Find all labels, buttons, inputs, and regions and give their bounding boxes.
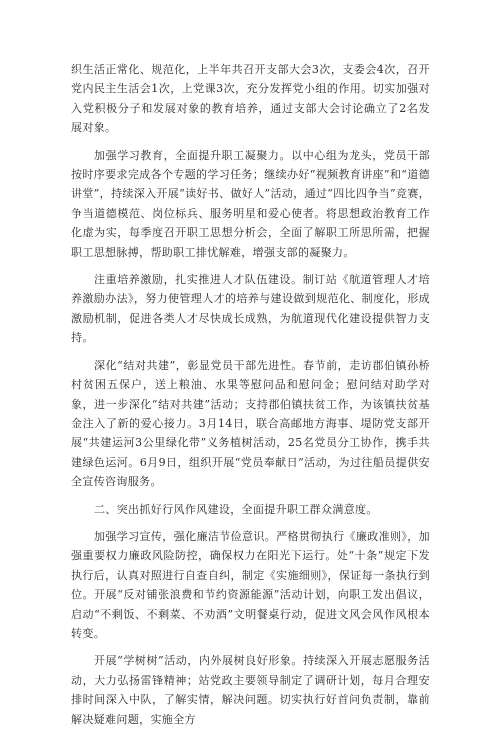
paragraph-1: 织生活正常化、规范化，上半年共召开支部大会3次，支委会4次，召开党内民主生活会1次，上党课3次，充分发挥党小组的作用。切实加强对入党积极分子和发展对象的教育培养，通过支部大会讨论确立了2名发展对象。 <box>71 63 430 135</box>
paragraph-2: 加强学习教育，全面提升职工凝聚力。以中心组为龙头，党员干部按时序要求完成各个专题的学习任务；继续办好“视频教育讲座”和“道德讲堂”，持续深入开展“读好书、做好人”活动，通过“四比四争当”竞赛，争当道德模范、岗位标兵、服务明星和爱心使者。将思想政治教育工作化虚为实，每季度召开职工思想分析会，全面了解职工所思所需，把握职工思想脉搏，帮助职工排忧解难，增强支部的凝聚力。 <box>71 148 431 259</box>
paragraph-4: 深化“结对共建”，彰显党员干部先进性。春节前，走访郡伯镇孙桥村贫困五保户，送上粮油、水果等慰问品和慰问金；慰问结对助学对象，进一步深化“结对共建”活动；支持郡伯镇扶贫工作，为该镇扶贫基金注入了新的爱心接力。3月14日，联合高邮地方海事、堤防党支部开展“共建运河3公里绿化带”义务植树活动，25名党员分工协作，携手共建绿色运河。6月9日，组织开展“党员奉献日”活动，为过往船员提供安全宣传咨询服务。 <box>71 358 430 489</box>
paragraph-6: 加强学习宣传，强化廉洁节俭意识。严格贯彻执行《廉政准则》，加强重要权力廉政风险防控，确保权力在阳光下运行。处“十条”规定下发执行后，认真对照进行自查自纠，制定《实施细则》，保证每一条执行到位。开展“反对铺张浪费和节约资源能源”活动计划，向职工发出倡议，启动“不剩饭、不剩菜、不劝酒”文明餐桌行动，促进文风会风作风根本转变。 <box>71 529 430 640</box>
section-heading-2: 二、突出抓好行风作风建设，全面提升职工群众满意度。 <box>94 502 378 516</box>
paragraph-3: 注重培养激励，扎实推进人才队伍建设。制订站《航道管理人才培养激励办法》，努力使管理人才的培养与建设做到规范化、制度化，形成激励机制，促进各类人才尽快成长成熟，为航道现代化建设提供智力支持。 <box>71 273 430 345</box>
paragraph-7: 开展“学树树”活动，内外展树良好形象。持续深入开展志愿服务活动，大力弘扬雷锋精神；站党政主要领导制定了调研计划，每月合理安排时间深入中队，了解实情，解决问题。切实执行好首问负责制，靠前解决疑难问题，实施全方 <box>71 654 430 726</box>
